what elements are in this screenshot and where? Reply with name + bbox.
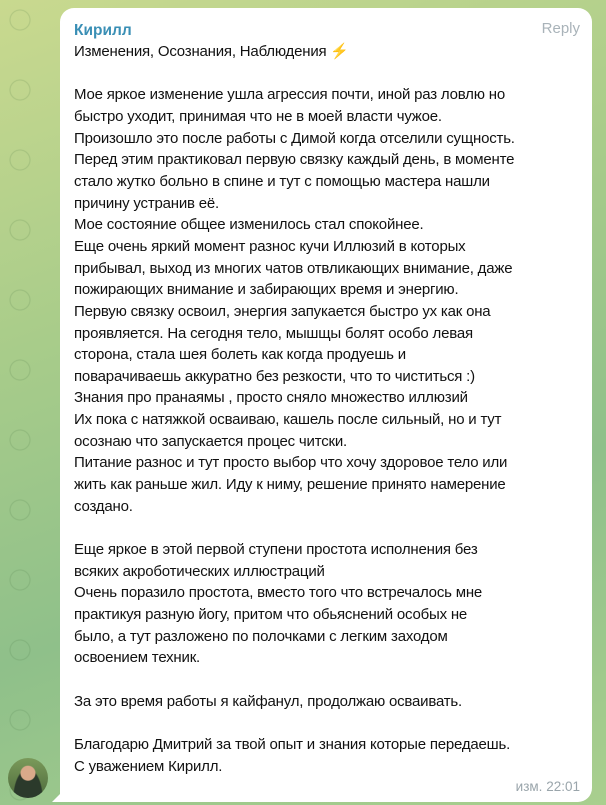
message-line: осознаю что запускается процес читски.	[74, 432, 348, 450]
message-line: всяких акроботических иллюстраций	[74, 562, 325, 580]
sender-avatar[interactable]	[8, 758, 48, 798]
message-line: Их пока с натяжкой осваиваю, кашель после сильный, но и тут	[74, 411, 502, 429]
message-time: 22:01	[546, 779, 580, 794]
message-line: Произошло это после работы с Димой когда отселили сущность.	[74, 129, 515, 147]
reply-button[interactable]: Reply	[541, 20, 580, 37]
message-line: жить как раньше жил. Иду к ниму, решение принято намерение	[74, 476, 506, 494]
message-line: Еще яркое в этой первой ступени простота исполнения без	[74, 541, 478, 559]
message-line: Благодарю Дмитрий за твой опыт и знания которые передаешь.	[74, 735, 511, 753]
message-line: Знания про пранаямы , просто сняло множество иллюзий	[74, 389, 468, 407]
message-line: Питание разнос и тут просто выбор что хочу здоровое тело или	[74, 454, 508, 472]
message-line	[74, 517, 578, 539]
message-line: Мое состояние общее изменилось стал спокойнее.	[74, 216, 424, 234]
message-line: проявляется. На сегодня тело, мышщы болят особо левая	[74, 324, 473, 342]
title-text: Изменения, Осознания, Наблюдения	[74, 43, 327, 60]
message-line: Еще очень яркий момент разнос кучи Иллюзий в которых	[74, 237, 466, 255]
message-line: Первую связку освоил, энергия запукается быстро ух как она	[74, 302, 491, 320]
message-line: Перед этим практиковал первую связку каждый день, в моменте	[74, 151, 515, 169]
message-line: стало жутко больно в спине и тут с помощью мастера нашли	[74, 172, 490, 190]
lightning-icon: ⚡	[330, 43, 349, 60]
message-line: С уважением Кирилл.	[74, 757, 223, 775]
message-meta	[516, 779, 580, 794]
message-line: Мое яркое изменение ушла агрессия почти, иной раз ловлю но	[74, 86, 505, 104]
message-line: практикуя разную йогу, притом что обьяснений особых не	[74, 606, 468, 624]
message-line: поварачиваешь аккуратно без резкости, что то чиститься :)	[74, 367, 475, 385]
message-line	[74, 63, 578, 85]
author-name[interactable]: Кирилл	[74, 22, 132, 39]
message-line: было, а тут разложено по полочками с легким заходом	[74, 627, 448, 645]
message-bubble	[60, 8, 592, 802]
edited-label: изм.	[515, 779, 543, 794]
message-line: быстро уходит, принимая что не в моей власти чужое.	[74, 107, 442, 125]
message-line: освоением техник.	[74, 649, 201, 667]
message-line: сторона, стала шея болеть как когда продуешь и	[74, 346, 406, 364]
message-line: Очень поразило простота, вместо того что встречалось мне	[74, 584, 483, 602]
message-line: пожирающих внимание и забирающих время и энергию.	[74, 281, 459, 299]
message-line: причину устранив её.	[74, 194, 220, 212]
message-line	[74, 669, 578, 691]
message-line: создано.	[74, 497, 133, 515]
message-line: прибывал, выход из многих чатов отвликающих внимание, даже	[74, 259, 513, 277]
message-body	[74, 63, 578, 778]
message-line	[74, 712, 578, 734]
message-title	[74, 41, 578, 63]
message-line: За это время работы я кайфанул, продолжаю осваивать.	[74, 692, 463, 710]
